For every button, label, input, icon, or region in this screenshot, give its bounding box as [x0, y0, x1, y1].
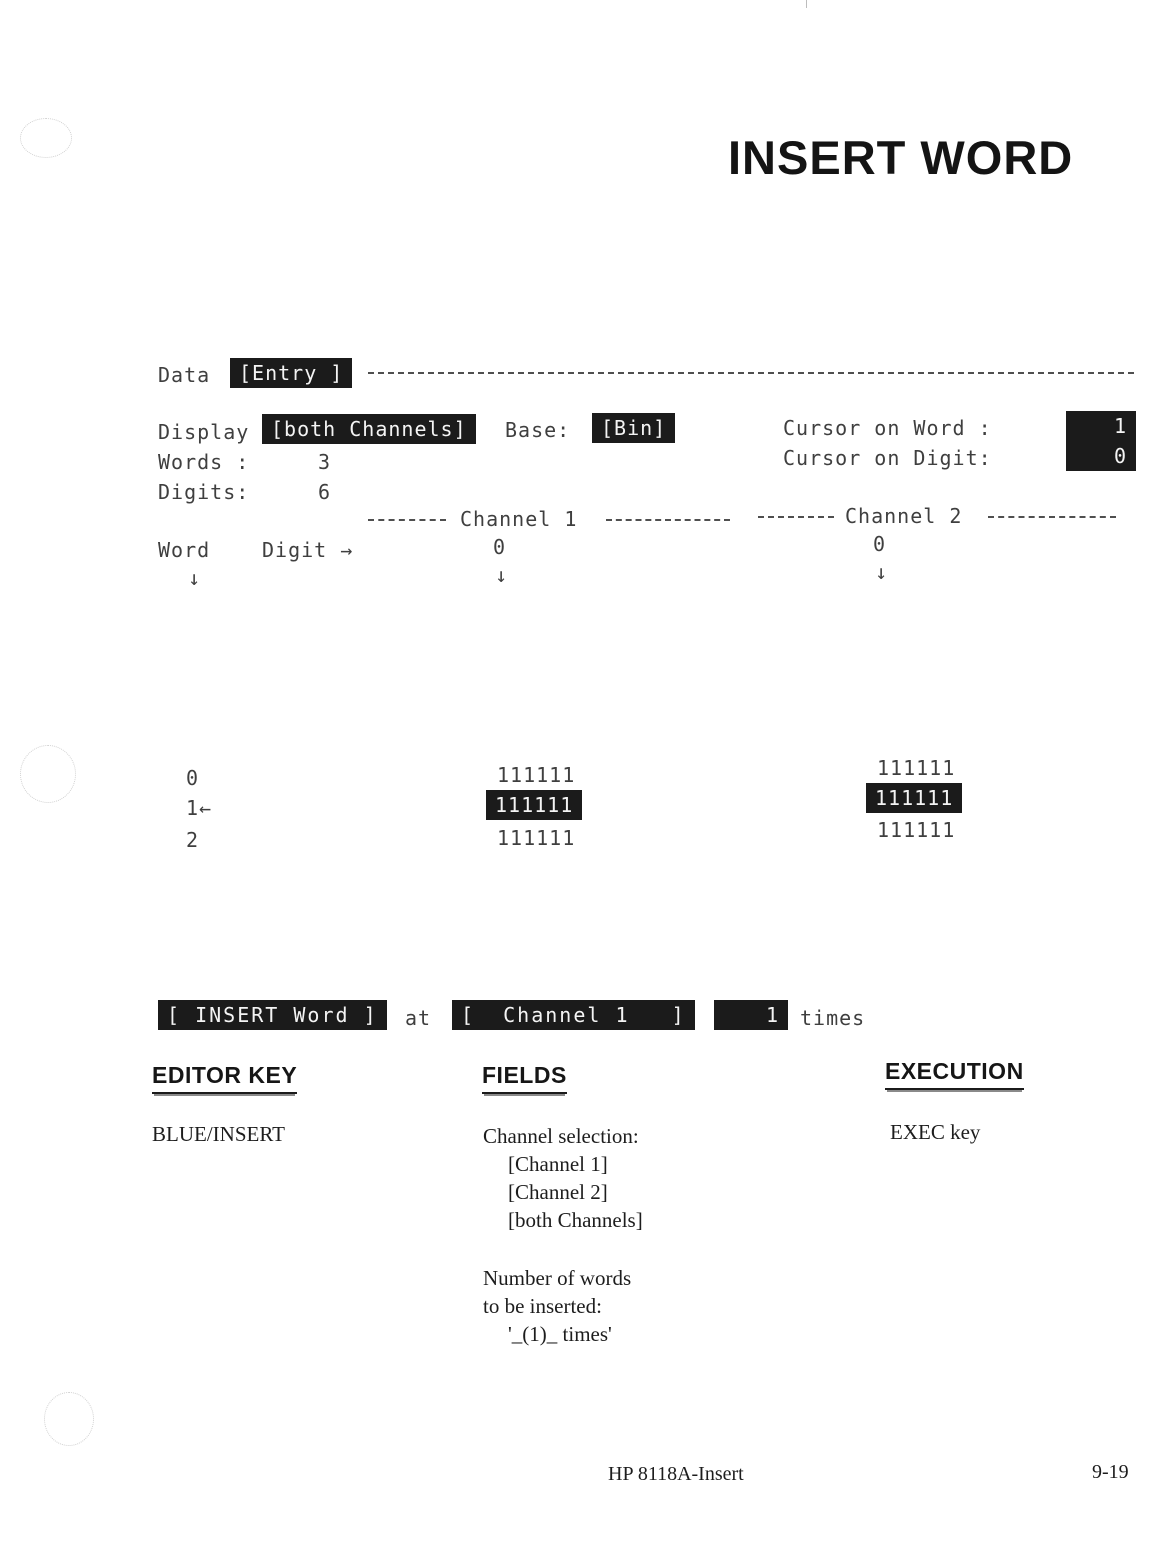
ch2-cursor-digit: 0: [873, 532, 887, 556]
channel-selection-label: Channel selection:: [483, 1124, 639, 1148]
command-times-label: times: [800, 1006, 866, 1030]
fields-heading: FIELDS: [482, 1062, 567, 1094]
row-ch1-value: 111111: [497, 826, 576, 850]
channel-option-1: [Channel 1]: [508, 1152, 608, 1176]
data-entry-field: [Entry ]: [230, 358, 352, 388]
command-count-field: 1: [714, 1000, 788, 1030]
command-target-field: [ Channel 1 ]: [452, 1000, 695, 1030]
cursor-word-label: Cursor on Word :: [783, 416, 992, 440]
channel2-right-rule: [988, 516, 1116, 518]
row-ch2-value: 111111: [877, 756, 956, 780]
words-label: Words :: [158, 450, 250, 474]
digits-value: 6: [318, 480, 332, 504]
channel2-header: Channel 2: [845, 504, 963, 528]
cursor-digit-value: 0: [1066, 441, 1136, 471]
digits-label: Digits:: [158, 480, 250, 504]
ch1-cursor-digit: 0: [493, 535, 507, 559]
execution-heading: EXECUTION: [885, 1058, 1024, 1090]
words-value: 3: [318, 450, 332, 474]
horizontal-dashed-rule: [368, 372, 1134, 374]
ch1-down-arrow: ↓: [495, 563, 509, 587]
digit-label: Digit →: [262, 538, 354, 562]
page-title: INSERT WORD: [728, 131, 1074, 184]
channel-option-2: [Channel 2]: [508, 1180, 608, 1204]
number-of-words-line1: Number of words: [483, 1266, 632, 1290]
execution-value: EXEC key: [890, 1120, 981, 1144]
channel1-header: Channel 1: [460, 507, 578, 531]
row-word-index: 0: [186, 766, 200, 790]
scan-artifact-circle: [20, 118, 72, 158]
channel1-right-rule: [606, 519, 730, 521]
data-label: Data: [158, 363, 211, 387]
row-ch2-value: 111111: [877, 818, 956, 842]
scan-artifact-tick: [806, 0, 807, 8]
row-word-index: 1←: [186, 796, 213, 820]
row-word-index: 2: [186, 828, 200, 852]
editor-key-value: BLUE/INSERT: [152, 1122, 285, 1146]
cursor-digit-label: Cursor on Digit:: [783, 446, 992, 470]
base-label: Base:: [505, 418, 571, 442]
command-at-label: at: [405, 1006, 432, 1030]
row-ch2-value-highlighted: 111111: [866, 783, 962, 813]
command-action-field: [ INSERT Word ]: [158, 1000, 387, 1030]
scan-artifact-circle: [20, 745, 76, 803]
number-of-words-line2: to be inserted:: [483, 1294, 602, 1318]
row-ch1-value: 111111: [497, 763, 576, 787]
channel2-left-rule: [758, 516, 834, 518]
cursor-word-value: 1: [1066, 411, 1136, 441]
number-of-words-line3: '_(1)_ times': [508, 1322, 612, 1346]
editor-key-heading: EDITOR KEY: [152, 1062, 297, 1094]
display-field: [both Channels]: [262, 414, 476, 444]
channel-option-3: [both Channels]: [508, 1208, 643, 1232]
display-label: Display: [158, 420, 250, 444]
word-down-arrow: ↓: [188, 566, 202, 590]
footer-page-number: 9-19: [1092, 1461, 1129, 1483]
scan-artifact-circle: [44, 1392, 94, 1446]
ch2-down-arrow: ↓: [875, 560, 889, 584]
channel1-left-rule: [368, 519, 446, 521]
footer-doc-ref: HP 8118A-Insert: [608, 1463, 744, 1485]
word-label: Word: [158, 538, 211, 562]
base-field: [Bin]: [592, 413, 675, 443]
row-ch1-value-highlighted: 111111: [486, 790, 582, 820]
